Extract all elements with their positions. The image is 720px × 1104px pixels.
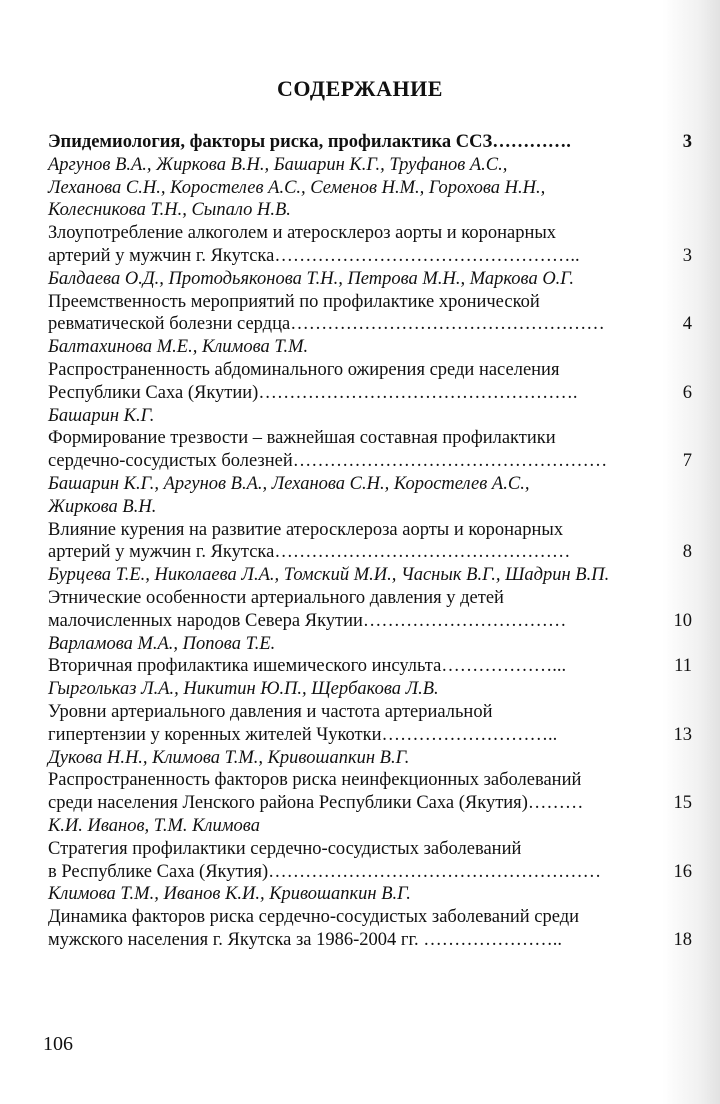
toc-entry-title-line: в Республике Саха (Якутия)………………………………………………	[48, 861, 602, 882]
toc-entry-page-number: 3	[682, 132, 692, 152]
toc-entry-page-number: 16	[673, 861, 692, 882]
toc-entry-title-line: ревматической болезни сердца……………………………………………	[48, 314, 605, 335]
page-folio: 106	[43, 1033, 73, 1055]
toc-entry	[48, 655, 692, 701]
toc-entry-page-number: 15	[673, 793, 692, 814]
toc-entry-title	[48, 906, 692, 952]
toc-entry-title-line: артерий у мужчин г. Якутска…………………………………………	[48, 542, 571, 563]
toc-entry-authors	[48, 154, 692, 222]
toc-entry-authors	[48, 747, 692, 770]
toc-entry-title-line: Преемственность мероприятий по профилактике хронической	[48, 291, 540, 312]
toc-entry-title	[48, 131, 692, 154]
toc-entry-title-block	[48, 291, 692, 337]
toc-entry-title-block	[48, 838, 692, 884]
toc-entry-page-number: 11	[674, 656, 692, 677]
toc-entry-title-line: Этнические особенности артериального давления у детей	[48, 587, 504, 608]
toc-entry-authors-line: Дукова Н.Н., Климова Т.М., Кривошапкин В.Г.	[48, 747, 410, 768]
toc-entry	[48, 519, 692, 587]
toc-entry	[48, 291, 692, 359]
toc-entry-title-block	[48, 222, 692, 268]
toc-entry-title	[48, 222, 692, 268]
toc-entry	[48, 587, 692, 655]
toc-entry-page-number: 13	[673, 724, 692, 745]
toc-entry-page-number: 18	[673, 929, 692, 950]
toc-entry-authors-line: Башарин К.Г.	[48, 405, 155, 426]
toc-entry-authors-line: Аргунов В.А., Жиркова В.Н., Башарин К.Г., Труфанов А.С.,	[48, 154, 508, 175]
toc-entry	[48, 838, 692, 906]
toc-entry-authors-line: Бурцева Т.Е., Николаева Л.А., Томский М.И., Часнык В.Г., Шадрин В.П.	[48, 565, 610, 586]
toc-entry-title-line: Распространенность абдоминального ожирения среди населения	[48, 359, 560, 380]
toc-entry	[48, 701, 692, 769]
toc-entry-title	[48, 359, 692, 405]
toc-entry-title	[48, 769, 692, 815]
toc-entry-page-number: 8	[682, 542, 692, 563]
toc-entry-title-block	[48, 769, 692, 815]
toc-entry	[48, 131, 692, 222]
toc-entry	[48, 359, 692, 427]
toc-entry-title-line: сердечно-сосудистых болезней……………………………………………	[48, 451, 608, 472]
toc-entry-authors-line: К.И. Иванов, Т.М. Климова	[48, 815, 260, 836]
toc-entry-title-block	[48, 359, 692, 405]
toc-entry-page-number: 3	[682, 245, 692, 266]
page-heading: СОДЕРЖАНИЕ	[277, 76, 443, 101]
toc-entry-title	[48, 427, 692, 473]
toc-entry	[48, 769, 692, 837]
toc-entry-title-line: Эпидемиология, факторы риска, профилактика ССЗ………….	[48, 132, 571, 152]
toc-entry-title	[48, 519, 692, 565]
toc-entry-title-line: Динамика факторов риска сердечно-сосудистых заболеваний среди	[48, 907, 580, 928]
toc-entry	[48, 906, 692, 952]
toc-entry-title	[48, 587, 692, 633]
toc-entry-title-line: артерий у мужчин г. Якутска…………………………………………..	[48, 245, 580, 266]
toc-entry-authors-line: Варламова М.А., Попова Т.Е.	[48, 633, 276, 654]
toc-entry-title-line: Влияние курения на развитие атеросклероза аорты и коронарных	[48, 519, 564, 540]
toc-entry-authors-line: Балдаева О.Д., Протодьяконова Т.Н., Петрова М.Н., Маркова О.Г.	[48, 268, 575, 289]
toc-entry-title-block	[48, 427, 692, 473]
toc-entry-authors-line: Балтахинова М.Е., Климова Т.М.	[48, 337, 309, 358]
toc-entry-authors-line: Климова Т.М., Иванов К.И., Кривошапкин В.Г.	[48, 884, 411, 905]
toc-entry-authors	[48, 815, 692, 838]
toc-entry-title-line: Злоупотребление алкоголем и атеросклероз аорты и коронарных	[48, 223, 557, 244]
toc-entry-authors-line: Колесникова Т.Н., Сыпало Н.В.	[48, 200, 291, 221]
toc-entry-authors	[48, 268, 692, 291]
toc-entry-title-line: среди населения Ленского района Республики Саха (Якутия)………	[48, 793, 584, 814]
toc-entry-page-number: 6	[682, 382, 692, 403]
toc-entry-title-block	[48, 519, 692, 565]
toc-entry-title-line: малочисленных народов Севера Якутии……………………………	[48, 610, 567, 631]
toc-entry-title	[48, 655, 692, 678]
toc-entry-page-number: 7	[682, 451, 692, 472]
toc-entry-title-line: Формирование трезвости – важнейшая составная профилактики	[48, 428, 556, 449]
toc-entry-title	[48, 291, 692, 337]
toc-entry-authors-line: Гыргольказ Л.А., Никитин Ю.П., Щербакова Л.В.	[48, 679, 439, 700]
toc-entry-page-number: 4	[682, 314, 692, 335]
toc-entry-authors	[48, 336, 692, 359]
toc-entry-title	[48, 701, 692, 747]
toc-entry-title-line: гипертензии у коренных жителей Чукотки………………………..	[48, 724, 558, 745]
toc-entry-authors-line: Леханова С.Н., Коростелев А.С., Семенов Н.М., Горохова Н.Н.,	[48, 177, 546, 198]
toc-entry-title-line: Стратегия профилактики сердечно-сосудистых заболеваний	[48, 838, 522, 859]
toc-entry-page-number: 10	[673, 610, 692, 631]
toc-entry-title-line: Уровни артериального давления и частота артериальной	[48, 701, 493, 722]
toc-entry-title-block	[48, 131, 692, 154]
toc-entry	[48, 222, 692, 290]
toc-entry-authors	[48, 473, 692, 519]
toc-entry-title-block	[48, 701, 692, 747]
toc-entry-authors-line: Жиркова В.Н.	[48, 496, 157, 517]
toc-entry-authors	[48, 633, 692, 656]
toc-entry-title-line: Распространенность факторов риска неинфекционных заболеваний	[48, 770, 582, 791]
toc-entry-authors-line: Башарин К.Г., Аргунов В.А., Леханова С.Н., Коростелев А.С.,	[48, 473, 530, 494]
toc-entry-authors	[48, 883, 692, 906]
toc-entry-title-block	[48, 587, 692, 633]
table-of-contents	[48, 131, 692, 952]
toc-entry-title-line: Республики Саха (Якутии)…………………………………………….	[48, 382, 578, 403]
toc-entry-title-block	[48, 906, 692, 952]
toc-entry-title-block	[48, 655, 692, 678]
toc-entry-authors	[48, 564, 692, 587]
toc-entry-title-line: мужского населения г. Якутска за 1986-2004 гг. …………………..	[48, 929, 562, 950]
toc-entry-authors	[48, 405, 692, 428]
toc-entry-title-line: Вторичная профилактика ишемического инсульта………………...	[48, 656, 567, 677]
toc-entry	[48, 427, 692, 518]
toc-entry-title	[48, 838, 692, 884]
toc-entry-authors	[48, 678, 692, 701]
